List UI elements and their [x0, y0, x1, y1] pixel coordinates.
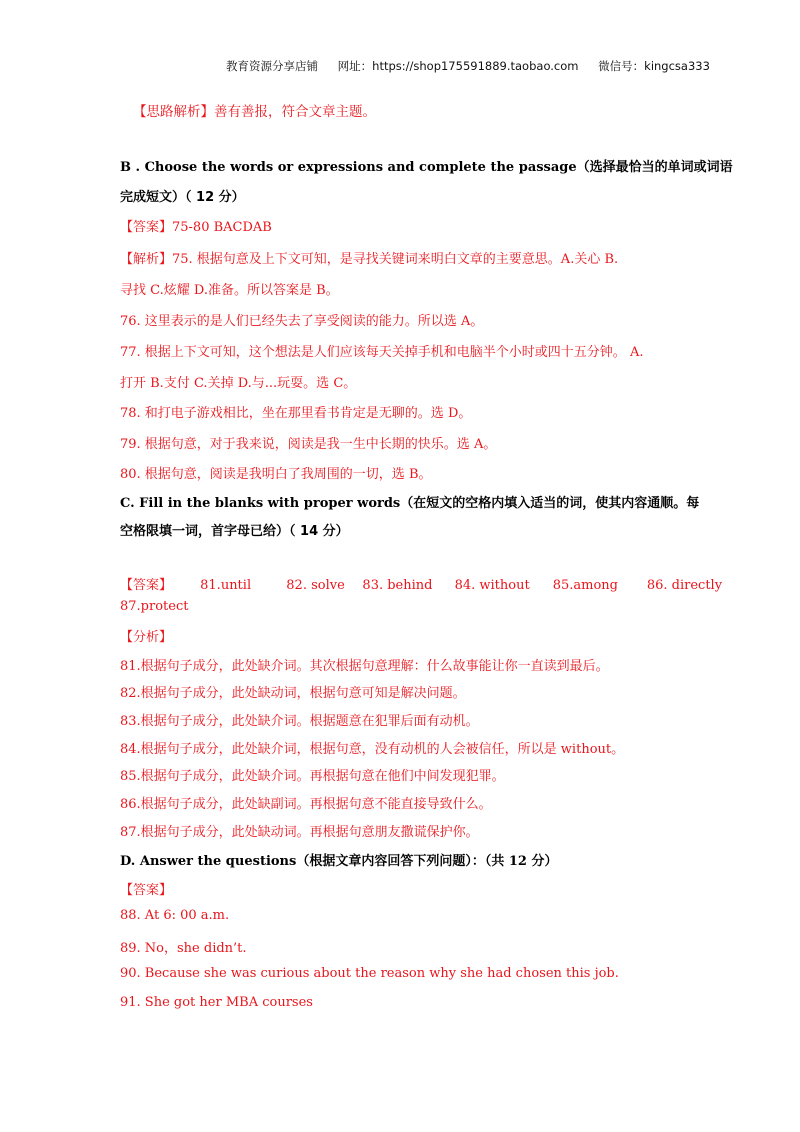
- section-b-line: 80. 根据句意，阅读是我明白了我周围的一切，选 B。: [120, 467, 432, 482]
- section-b-answer: 【答案】75-80 BACDAB: [120, 220, 272, 235]
- page-header: [226, 58, 726, 74]
- answer-item-last: 87.protect: [120, 599, 189, 614]
- answer-item: 84. without: [454, 578, 530, 593]
- section-d-line: 90. Because she was curious about the reason why she had chosen this job.: [120, 966, 619, 981]
- section-d-title: D. Answer the questions（根据文章内容回答下列问题）：（共 12 分）: [120, 854, 558, 869]
- section-b-line: 77. 根据上下文可知，这个想法是人们应该每天关掉手机和电脑半个小时或四十五分钟。 A.: [120, 345, 644, 360]
- answer-item: 82. solve: [286, 578, 345, 593]
- section-c-line: 83.根据句子成分，此处缺介词。根据题意在犯罪后面有动机。: [120, 714, 479, 729]
- section-c-line: 84.根据句子成分，此处缺介词，根据句意，没有动机的人会被信任，所以是 without。: [120, 742, 625, 757]
- section-b-line: 78. 和打电子游戏相比，坐在那里看书肯定是无聊的。选 D。: [120, 406, 472, 421]
- section-c-line: 86.根据句子成分，此处缺副词。再根据句意不能直接导致什么。: [120, 797, 492, 812]
- wechat-id: 微信号：kingcsa333: [598, 59, 710, 73]
- section-d-answer-label: 【答案】: [120, 883, 173, 898]
- shop-name: 教育资源分享店铺: [226, 59, 318, 73]
- section-c-line: 85.根据句子成分，此处缺介词。再根据句意在他们中间发现犯罪。: [120, 769, 505, 784]
- section-d-line: 91. She got her MBA courses: [120, 995, 313, 1010]
- analysis-label: 【分析】: [120, 630, 173, 645]
- analysis-a: 【思路解析】善有善报，符合文章主题。: [133, 104, 376, 120]
- answer-item: 81.until: [200, 578, 252, 593]
- section-c-line: 87.根据句子成分，此处缺动词。再根据句意朋友撒谎保护你。: [120, 825, 479, 840]
- section-d-line: 89. No，she didn’t.: [120, 941, 247, 956]
- section-b-line: 寻找 C.炫耀 D.准备。所以答案是 B。: [120, 283, 339, 298]
- section-b-title-1: B . Choose the words or expressions and complete the passage（选择最恰当的单词或词语: [120, 160, 733, 175]
- section-d-line: 88. At 6: 00 a.m.: [120, 908, 230, 923]
- section-b-line: 打开 B.支付 C.关掉 D.与...玩耍。选 C。: [120, 376, 357, 391]
- site-url[interactable]: https://shop175591889.taobao.com: [372, 59, 579, 73]
- section-b-line: 【解析】75. 根据句意及上下文可知，是寻找关键词来明白文章的主要意思。A.关心 B.: [120, 252, 619, 267]
- answer-label: 【答案】: [120, 578, 173, 593]
- answer-item: 83. behind: [362, 578, 433, 593]
- section-c-answers: [120, 574, 722, 593]
- site-label: 网址：https://shop175591889.taobao.com: [337, 59, 579, 73]
- section-c-title-2: 空格限填一词，首字母已给）（ 14 分）: [120, 524, 349, 539]
- section-c-line: 81.根据句子成分，此处缺介词。其次根据句意理解：什么故事能让你一直读到最后。: [120, 659, 609, 674]
- answer-item: 85.among: [552, 578, 618, 593]
- section-b-line: 79. 根据句意，对于我来说，阅读是我一生中长期的快乐。选 A。: [120, 437, 497, 452]
- section-b-line: 76. 这里表示的是人们已经失去了享受阅读的能力。所以选 A。: [120, 314, 484, 329]
- section-c-title-1: C. Fill in the blanks with proper words（在短文的空格内填入适当的词，使其内容通顺。每: [120, 496, 700, 511]
- section-c-line: 82.根据句子成分，此处缺动词，根据句意可知是解决问题。: [120, 686, 466, 701]
- section-b-title-2: 完成短文）（ 12 分）: [120, 190, 245, 205]
- answer-item: 86. directly: [646, 578, 723, 593]
